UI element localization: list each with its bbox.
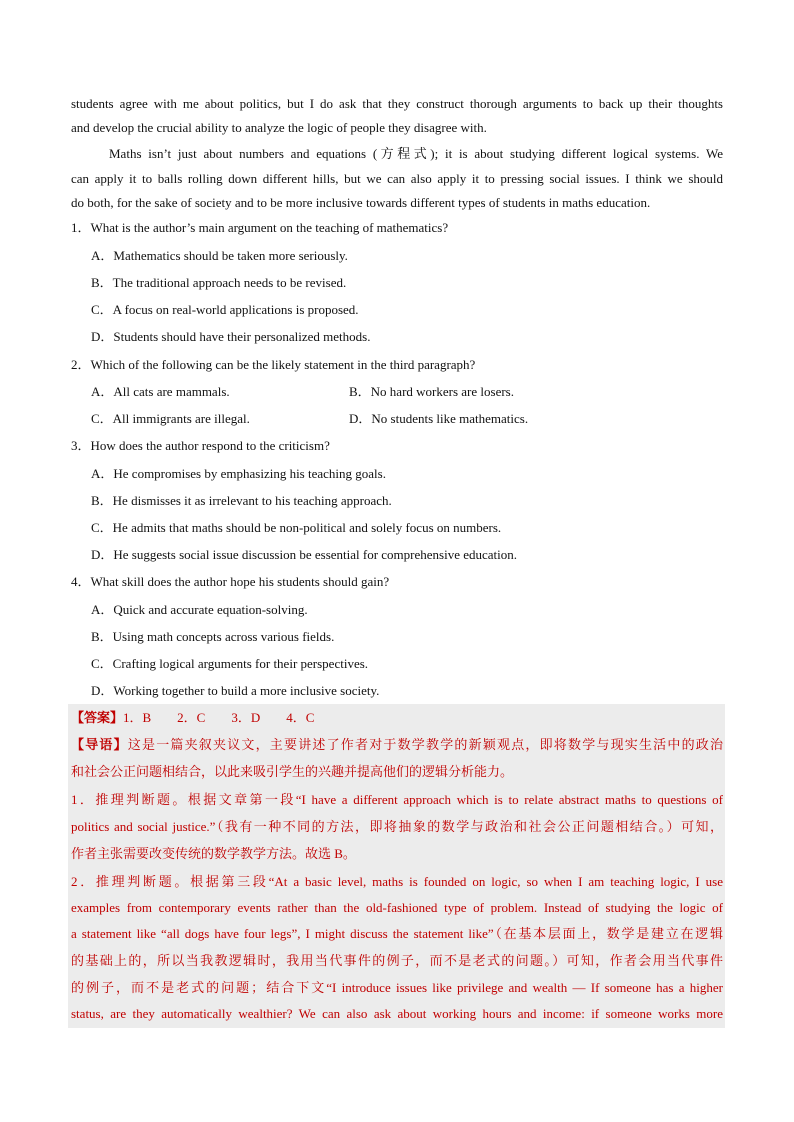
passage-line: students agree with me about politics, but I do ask that they construct thorough arguments to back up their thoughts [71, 96, 723, 111]
question-stem: 3．How does the author respond to the criticism? [71, 438, 330, 453]
question-stem: 2．Which of the following can be the likely statement in the third paragraph? [71, 357, 476, 372]
explanation-line: politics and social justice.”（我有一种不同的方法，即将抽象的数学与政治和社会公正问题相结合。）可知， [71, 819, 723, 834]
option-a: A．Mathematics should be taken more seriously. [91, 248, 348, 263]
answer-tag: 【答案】 [71, 710, 124, 725]
passage-line: and develop the crucial ability to analyze the logic of people they disagree with. [71, 120, 487, 135]
option-c: C．Crafting logical arguments for their perspectives. [91, 656, 369, 671]
guide-text: 这是一篇夹叙夹议文，主要讲述了作者对于数学教学的新颖观点，即将数学与现实生活中的政治 [127, 737, 723, 752]
answer-line [71, 710, 723, 726]
explanation-line: examples from contemporary events rather than the old-fashioned type of problem. Instead of studying the logic of [71, 900, 723, 915]
guide-line: 和社会公正问题相结合，以此来吸引学生的兴趣并提高他们的逻辑分析能力。 [71, 764, 514, 779]
option-c: C．All immigrants are illegal. [91, 411, 250, 426]
option-b: B．No hard workers are losers. [349, 384, 514, 399]
explanation-line: 的基础上的，所以当我教逻辑时，我用当代事件的例子，而不是老式的问题。）可知，作者会用当代事件 [71, 953, 723, 968]
option-b: B．Using math concepts across various fields. [91, 629, 335, 644]
option-a: A．He compromises by emphasizing his teaching goals. [91, 466, 386, 481]
explanation-line: 1．推理判断题。根据文章第一段“I have a different approach which is to relate abstract maths to questions of [71, 792, 723, 807]
passage-line: can apply it to balls rolling down different hills, but we can also apply it to pressing social issues. I think we should [71, 171, 723, 186]
explanation-line: 的例子，而不是老式的问题；结合下文“I introduce issues like privilege and wealth — If someone has a higher [71, 980, 723, 995]
option-b: B．The traditional approach needs to be revised. [91, 275, 347, 290]
explanation-line: a statement like “all dogs have four legs”, I might discuss the statement like”（在基本层面上，数学是建立在逻辑 [71, 926, 723, 941]
explanation-line: status, are they automatically wealthier? We can also ask about working hours and income: if someone works more [71, 1006, 723, 1021]
option-b: B．He dismisses it as irrelevant to his teaching approach. [91, 493, 392, 508]
option-d: D．No students like mathematics. [349, 411, 529, 426]
passage-line: Maths isn’t just about numbers and equations (方程式); it is about studying different logical systems. We [109, 146, 723, 161]
option-a: A．All cats are mammals. [91, 384, 230, 399]
explanation-line: 2．推理判断题。根据第三段“At a basic level, maths is founded on logic, so when I am teaching logic, I use [71, 874, 723, 889]
option-d: D．He suggests social issue discussion be essential for comprehensive education. [91, 547, 518, 562]
option-d: D．Students should have their personalized methods. [91, 329, 371, 344]
passage-line: do both, for the sake of society and to be more inclusive towards different types of students in maths education. [71, 195, 651, 210]
explanation-line: 作者主张需要改变传统的数学教学方法。故选 B。 [71, 846, 356, 861]
option-c: C．A focus on real-world applications is proposed. [91, 302, 359, 317]
question-stem: 1．What is the author’s main argument on the teaching of mathematics? [71, 220, 449, 235]
option-c: C．He admits that maths should be non-political and solely focus on numbers. [91, 520, 502, 535]
question-stem: 4．What skill does the author hope his students should gain? [71, 574, 390, 589]
guide-line [71, 737, 723, 753]
option-d: D．Working together to build a more inclusive society. [91, 683, 380, 698]
guide-tag: 【导语】 [71, 737, 128, 752]
answer-values: 1．B 2．C 3．D 4．C [123, 710, 315, 725]
option-a: A．Quick and accurate equation-solving. [91, 602, 308, 617]
